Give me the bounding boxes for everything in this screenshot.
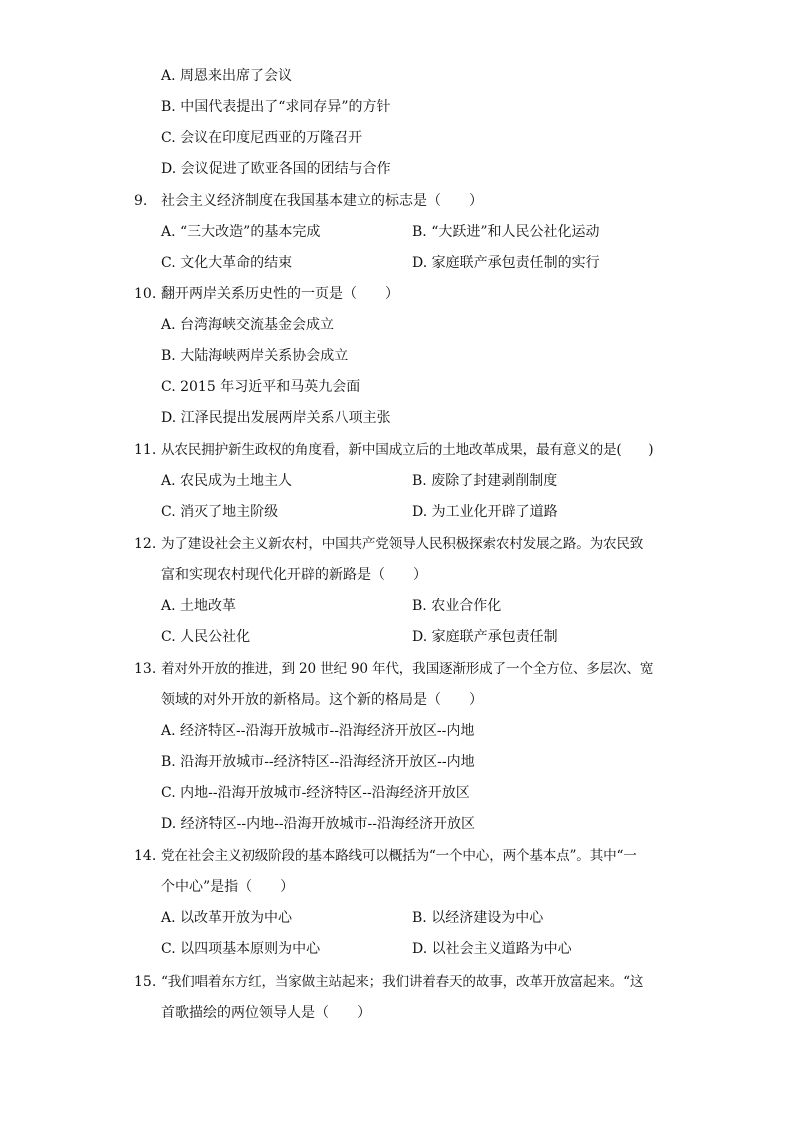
q14-number: 14. — [134, 848, 157, 864]
q11-option-c: C. 消灭了地主阶级 — [161, 504, 279, 520]
q13-option-d: D. 经济特区--内地--沿海开放城市--沿海经济开放区 — [161, 816, 476, 832]
q8-option-a: A. 周恩来出席了会议 — [161, 68, 293, 84]
q13-option-a: A. 经济特区--沿海开放城市--沿海经济开放区--内地 — [161, 723, 475, 739]
q13-stem-line-1: 着对外开放的推进，到 20 世纪 90 年代，我国逐渐形成了一个全方位、多层次、宽 — [161, 661, 654, 677]
q11-stem: 从农民拥护新生政权的角度看，新中国成立后的土地改革成果，最有意义的是( ) — [161, 442, 654, 458]
q13-option-b: B. 沿海开放城市--经济特区--沿海经济开放区--内地 — [161, 754, 475, 770]
q8-option-b: B. 中国代表提出了“求同存异”的方针 — [161, 99, 391, 115]
q15-stem-line-1: “我们唱着东方红，当家做主站起来；我们讲着春天的故事，改革开放富起来。“这 — [161, 974, 644, 990]
q14-stem-line-1: 党在社会主义初级阶段的基本路线可以概括为“一个中心，两个基本点”。其中“一 — [161, 848, 637, 864]
q12-number: 12. — [134, 536, 157, 552]
q9-stem: 社会主义经济制度在我国基本建立的标志是（ ） — [161, 193, 483, 209]
q13-stem-line-2: 领域的对外开放的新格局。这个新的格局是（ ） — [161, 692, 483, 708]
q14-option-d: D. 以社会主义道路为中心 — [412, 941, 572, 957]
q12-option-b: B. 农业合作化 — [412, 598, 502, 614]
q8-option-d: D. 会议促进了欧亚各国的团结与合作 — [161, 161, 391, 177]
q10-number: 10. — [134, 286, 157, 302]
q12-stem-line-1: 为了建设社会主义新农村，中国共产党领导人民积极探索农村发展之路。为农民致 — [161, 536, 644, 552]
q10-option-a: A. 台湾海峡交流基金会成立 — [161, 317, 335, 333]
q14-option-a: A. 以改革开放为中心 — [161, 910, 293, 926]
q12-option-a: A. 土地改革 — [161, 598, 237, 614]
q15-stem-line-2: 首歌描绘的两位领导人是（ ） — [161, 1005, 371, 1021]
q9-option-b: B. “大跃进”和人民公社化运动 — [412, 224, 600, 240]
q12-stem-line-2: 富和实现农村现代化开辟的新路是（ ） — [161, 567, 427, 583]
q10-stem: 翻开两岸关系历史性的一页是（ ） — [161, 286, 399, 302]
q10-option-b: B. 大陆海峡两岸关系协会成立 — [161, 348, 349, 364]
q12-option-d: D. 家庭联产承包责任制 — [412, 629, 558, 645]
q13-option-c: C. 内地--沿海开放城市-经济特区--沿海经济开放区 — [161, 785, 470, 801]
q10-option-d: D. 江泽民提出发展两岸关系八项主张 — [161, 410, 391, 426]
q14-stem-line-2: 个中心”是指（ ） — [161, 879, 295, 895]
q9-option-d: D. 家庭联产承包责任制的实行 — [412, 255, 600, 271]
q12-option-c: C. 人民公社化 — [161, 629, 251, 645]
q11-option-d: D. 为工业化开辟了道路 — [412, 504, 558, 520]
q9-option-c: C. 文化大革命的结束 — [161, 255, 293, 271]
q15-number: 15. — [134, 974, 157, 990]
q9-number: 9. — [134, 193, 148, 209]
q13-number: 13. — [134, 661, 157, 677]
q11-option-a: A. 农民成为土地主人 — [161, 473, 293, 489]
q10-option-c: C. 2015 年习近平和马英九会面 — [161, 379, 361, 395]
q11-option-b: B. 废除了封建剥削制度 — [412, 473, 558, 489]
q11-number: 11. — [134, 442, 157, 458]
q9-option-a: A. “三大改造”的基本完成 — [161, 224, 321, 240]
q14-option-b: B. 以经济建设为中心 — [412, 910, 544, 926]
q14-option-c: C. 以四项基本原则为中心 — [161, 941, 321, 957]
q8-option-c: C. 会议在印度尼西亚的万隆召开 — [161, 130, 363, 146]
